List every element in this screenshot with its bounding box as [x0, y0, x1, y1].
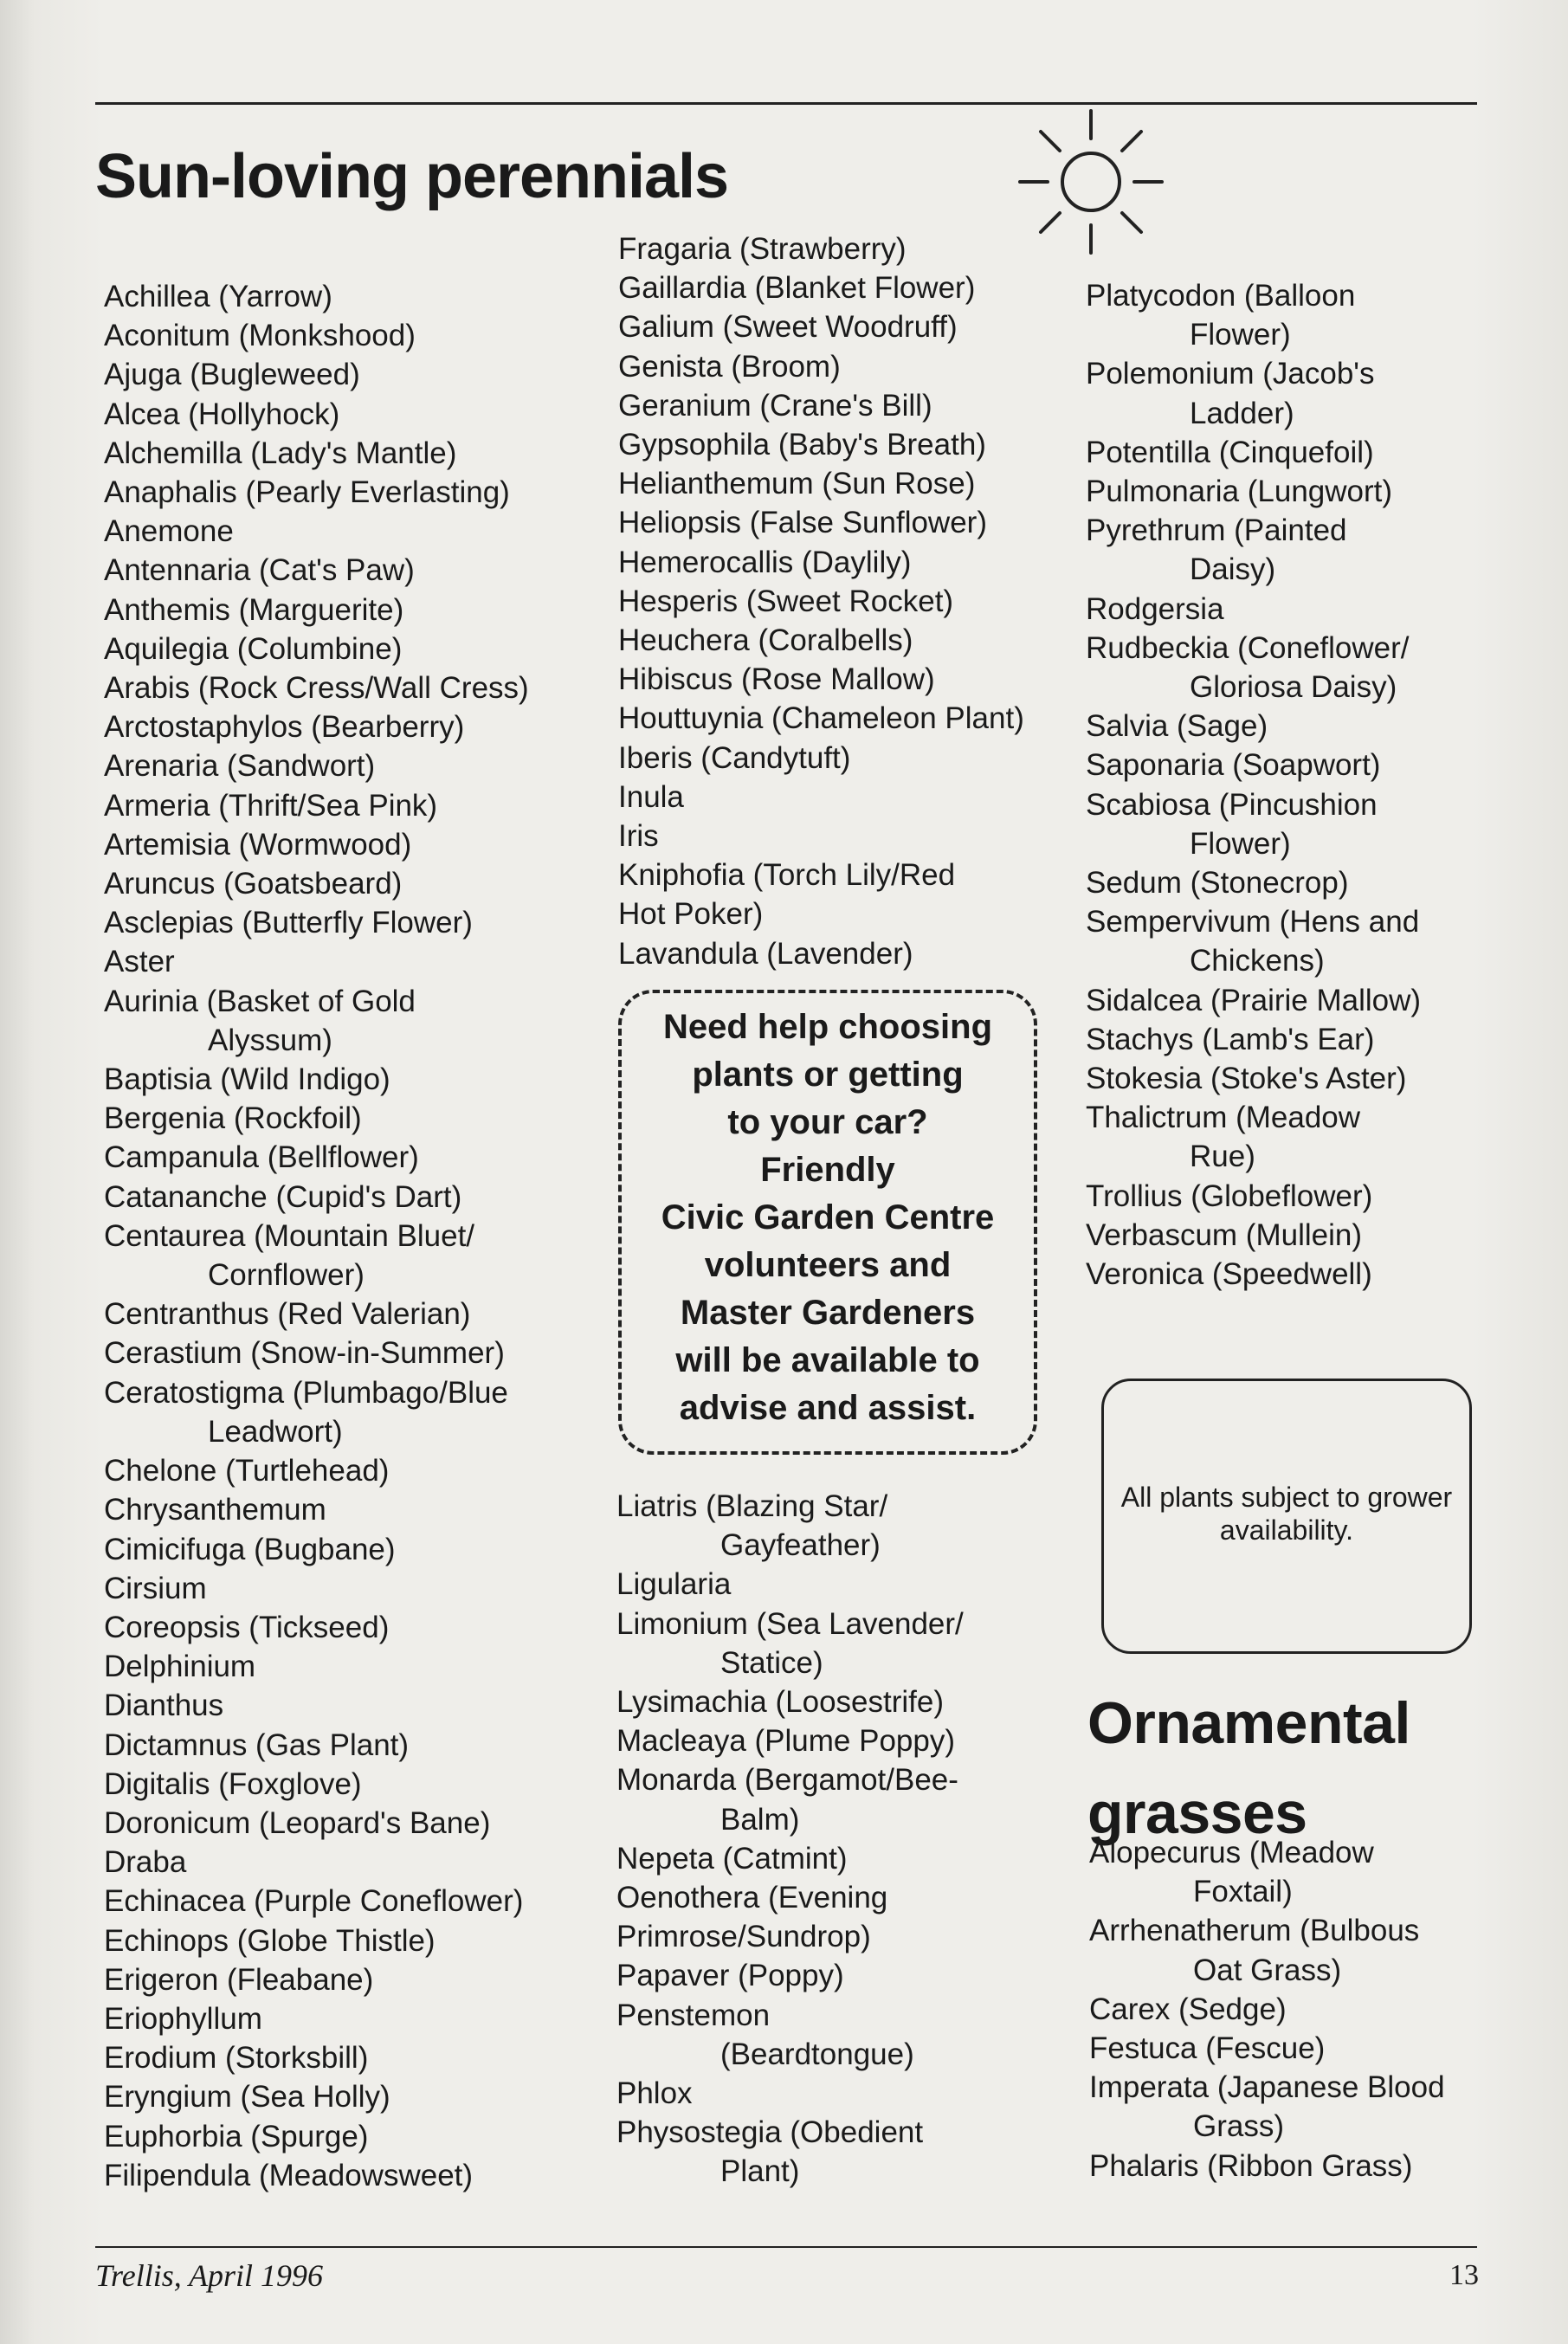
plant-list-item: Hemerocallis (Daylily)	[618, 545, 912, 579]
plant-list-item: Bergenia (Rockfoil)	[104, 1101, 362, 1136]
plant-list-item: Stokesia (Stoke's Aster)	[1086, 1062, 1407, 1096]
plant-list-item: Aruncus (Goatsbeard)	[104, 867, 403, 901]
plant-list-item: Saponaria (Soapwort)	[1086, 748, 1381, 783]
plant-name: Penstemon	[616, 1998, 771, 2032]
plant-name: Limonium (Sea Lavender/	[616, 1606, 964, 1641]
plant-name-continued: Flower)	[1190, 318, 1291, 352]
plant-list-item	[616, 1996, 964, 2074]
plant-list-item: Anthemis (Marguerite)	[104, 592, 404, 627]
plant-list-item: Achillea (Yarrow)	[104, 280, 332, 313]
grasses-list	[1089, 1833, 1445, 2186]
plant-list-item: Chelone (Turtlehead)	[104, 1454, 390, 1488]
plant-list-item: Sidalcea (Prairie Mallow)	[1086, 983, 1422, 1017]
plant-list-item: Carex (Sedge)	[1089, 1992, 1287, 2026]
plant-list-item: Papaver (Poppy)	[616, 1959, 844, 1993]
plant-name: Physostegia (Obedient	[616, 2115, 924, 2150]
plant-list-item: Anaphalis (Pearly Everlasting)	[104, 475, 510, 510]
availability-note: All plants subject to grower availability.	[1120, 1482, 1453, 1546]
plant-list-item: Iris	[618, 819, 659, 854]
plant-list-item: Arenaria (Sandwort)	[104, 749, 376, 784]
plant-list-item: Sedum (Stonecrop)	[1086, 866, 1349, 901]
plant-list-item: Gaillardia (Blanket Flower)	[618, 271, 976, 306]
plant-list-item	[1086, 902, 1421, 980]
plant-list-item: Centranthus (Red Valerian)	[104, 1297, 471, 1332]
plant-list-item	[1086, 785, 1421, 863]
plant-name: Polemonium (Jacob's	[1086, 357, 1375, 391]
plant-name: Ceratostigma (Plumbago/Blue	[104, 1375, 508, 1410]
plant-list-item: Antennaria (Cat's Paw)	[104, 553, 415, 588]
plant-name: Scabiosa (Pincushion	[1086, 787, 1378, 822]
plant-list-item: Iberis (Candytuft)	[618, 740, 851, 775]
plant-list-item: Draba	[104, 1845, 187, 1880]
perennials-list-column-2-top	[618, 229, 1024, 973]
plant-list-item: Aconitum (Monkshood)	[104, 319, 416, 353]
plant-list-item: Campanula (Bellflower)	[104, 1140, 419, 1175]
help-callout-box	[618, 990, 1037, 1455]
plant-list-item: Erigeron (Fleabane)	[104, 1962, 374, 1997]
callout-line: Civic Garden Centre	[661, 1198, 995, 1237]
plant-list-item: Heliopsis (False Sunflower)	[618, 506, 987, 540]
plant-list-item: Cimicifuga (Bugbane)	[104, 1532, 396, 1566]
grasses-heading-line-2: grasses	[1087, 1780, 1307, 1846]
plant-list-item: Nepeta (Catmint)	[616, 1841, 848, 1876]
plant-name-continued: Balm)	[720, 1802, 800, 1837]
plant-list-item: Phalaris (Ribbon Grass)	[1089, 2148, 1413, 2183]
plant-list-item: Coreopsis (Tickseed)	[104, 1610, 390, 1644]
plant-list-item: Geranium (Crane's Bill)	[618, 388, 932, 423]
plant-list-item	[1089, 1833, 1445, 1911]
plant-list-item: Digitalis (Foxglove)	[104, 1766, 362, 1801]
plant-list-item: Filipendula (Meadowsweet)	[104, 2158, 474, 2192]
grasses-heading	[1087, 1678, 1410, 1858]
plant-name-continued: Cornflower)	[208, 1258, 365, 1293]
top-rule	[95, 102, 1477, 105]
plant-name: Platycodon (Balloon	[1086, 279, 1356, 313]
plant-list-item: Catananche (Cupid's Dart)	[104, 1179, 462, 1214]
plant-list-item	[1086, 629, 1421, 707]
plant-name: Rudbeckia (Coneflower/	[1086, 630, 1410, 665]
plant-list-item: Verbascum (Mullein)	[1086, 1217, 1362, 1252]
plant-list-item: Lysimachia (Loosestrife)	[616, 1685, 945, 1720]
plant-list-item: Alcea (Hollyhock)	[104, 397, 340, 431]
plant-list-item	[616, 1605, 964, 1682]
plant-name-continued: Oat Grass)	[1193, 1953, 1342, 1987]
plant-list-item: Aquilegia (Columbine)	[104, 631, 403, 666]
callout-line: Friendly	[760, 1151, 895, 1189]
plant-list-item: Dictamnus (Gas Plant)	[104, 1727, 410, 1762]
plant-list-item: Chrysanthemum	[104, 1493, 326, 1527]
plant-list-item: Phlox	[616, 2076, 693, 2111]
plant-name-continued: Statice)	[720, 1645, 823, 1680]
plant-list-item: Aster	[104, 945, 175, 979]
plant-list-item: Hesperis (Sweet Rocket)	[618, 584, 954, 618]
plant-name: Centaurea (Mountain Bluet/	[104, 1218, 475, 1253]
plant-list-item: Rodgersia	[1086, 591, 1224, 626]
plant-list-item: Fragaria (Strawberry)	[618, 232, 907, 266]
callout-line: to your car?	[727, 1103, 928, 1141]
footer-publication: Trellis, April 1996	[95, 2258, 324, 2293]
grasses-heading-line-1: Ornamental	[1087, 1690, 1410, 1756]
plant-name-continued: Rue)	[1190, 1140, 1255, 1174]
plant-list-item	[1089, 1911, 1445, 1989]
plant-list-item: Alchemilla (Lady's Mantle)	[104, 436, 457, 470]
plant-list-item: Houttuynia (Chameleon Plant)	[618, 701, 1024, 736]
callout-line: Need help choosing	[662, 1008, 993, 1046]
plant-list-item: Galium (Sweet Woodruff)	[618, 310, 958, 345]
callout-line: volunteers and	[704, 1246, 952, 1284]
plant-name: Pyrethrum (Painted	[1086, 513, 1347, 548]
plant-name: Liatris (Blazing Star/	[616, 1489, 888, 1523]
plant-list-item: Salvia (Sage)	[1086, 709, 1268, 744]
plant-list-item: Baptisia (Wild Indigo)	[104, 1062, 390, 1097]
bottom-rule	[95, 2246, 1477, 2248]
plant-list-item	[1086, 276, 1421, 354]
plant-list-item: Echinacea (Purple Coneflower)	[104, 1884, 524, 1919]
plant-list-item: Festuca (Fescue)	[1089, 2031, 1326, 2066]
plant-list-item: Doronicum (Leopard's Bane)	[104, 1805, 491, 1840]
page-title: Sun-loving perennials	[95, 142, 729, 211]
plant-name: Alopecurus (Meadow	[1089, 1836, 1374, 1869]
plant-list-item: Stachys (Lamb's Ear)	[1086, 1022, 1375, 1056]
plant-name: Thalictrum (Meadow	[1086, 1101, 1361, 1135]
plant-list-item: Gypsophila (Baby's Breath)	[618, 428, 986, 462]
plant-list-item: Eryngium (Sea Holly)	[104, 2080, 390, 2115]
plant-name: Imperata (Japanese Blood	[1089, 2070, 1445, 2105]
callout-line: plants or getting	[692, 1056, 964, 1094]
plant-list-item: Eriophyllum	[104, 2001, 262, 2036]
callout-line: will be available to	[675, 1341, 980, 1379]
plant-list-item: Oenothera (Evening	[616, 1881, 888, 1915]
plant-list-item: Veronica (Speedwell)	[1086, 1257, 1372, 1292]
plant-list-item: Hibiscus (Rose Mallow)	[618, 662, 935, 697]
plant-name: Sempervivum (Hens and	[1086, 905, 1420, 940]
plant-name-continued: Chickens)	[1190, 944, 1325, 978]
plant-list-item: Kniphofia (Torch Lily/Red	[618, 858, 956, 893]
plant-list-item	[104, 1217, 529, 1295]
callout-line: advise and assist.	[679, 1389, 977, 1427]
plant-list-item: Cerastium (Snow-in-Summer)	[104, 1336, 505, 1371]
plant-list-item: Arctostaphylos (Bearberry)	[104, 710, 465, 745]
perennials-list-column-2-bottom	[616, 1487, 964, 2192]
plant-list-item: Pulmonaria (Lungwort)	[1086, 475, 1393, 509]
plant-name-continued: Ladder)	[1190, 396, 1294, 430]
footer-page-number: 13	[1449, 2259, 1479, 2291]
plant-list-item: Asclepias (Butterfly Flower)	[104, 906, 473, 940]
plant-list-item	[616, 1760, 964, 1838]
plant-name-continued: Grass)	[1193, 2109, 1284, 2144]
plant-list-item: Potentilla (Cinquefoil)	[1086, 435, 1374, 469]
plant-name-continued: Daisy)	[1190, 552, 1276, 587]
plant-list-item: Primrose/Sundrop)	[616, 1920, 871, 1954]
plant-list-item: Macleaya (Plume Poppy)	[616, 1724, 955, 1759]
plant-list-item	[616, 2113, 964, 2191]
plant-list-item	[104, 1373, 529, 1451]
plant-list-item: Trollius (Globeflower)	[1086, 1178, 1373, 1213]
plant-list-item: Echinops (Globe Thistle)	[104, 1923, 436, 1958]
plant-name-continued: Foxtail)	[1193, 1875, 1293, 1909]
plant-name: Monarda (Bergamot/Bee-	[616, 1763, 958, 1798]
plant-list-item: Inula	[618, 779, 684, 814]
plant-list-item: Euphorbia (Spurge)	[104, 2119, 369, 2154]
plant-name-continued: Flower)	[1190, 826, 1291, 861]
plant-list-item: Arabis (Rock Cress/Wall Cress)	[104, 671, 529, 706]
plant-name-continued: (Beardtongue)	[720, 2037, 914, 2071]
plant-list-item: Ligularia	[616, 1567, 732, 1602]
plant-list-item: Helianthemum (Sun Rose)	[618, 467, 976, 501]
plant-name-continued: Gayfeather)	[720, 1528, 881, 1563]
plant-name-continued: Leadwort)	[208, 1414, 343, 1449]
plant-list-item: Anemone	[104, 514, 234, 549]
plant-name: Aurinia (Basket of Gold	[104, 984, 416, 1018]
plant-list-item: Armeria (Thrift/Sea Pink)	[104, 788, 438, 823]
plant-name-continued: Gloriosa Daisy)	[1190, 670, 1397, 705]
plant-name-continued: Alyssum)	[208, 1023, 332, 1057]
callout-line: Master Gardeners	[680, 1294, 976, 1332]
sun-icon	[1013, 104, 1169, 260]
plant-list-item: Heuchera (Coralbells)	[618, 623, 913, 658]
plant-name: Arrhenatherum (Bulbous	[1089, 1914, 1420, 1948]
plant-list-item	[1086, 1098, 1421, 1176]
plant-list-item: Erodium (Storksbill)	[104, 2041, 369, 2076]
plant-list-item: Ajuga (Bugleweed)	[104, 358, 360, 392]
plant-list-item: Genista (Broom)	[618, 349, 841, 384]
plant-list-item: Dianthus	[104, 1689, 224, 1723]
plant-list-item: Lavandula (Lavender)	[618, 936, 913, 971]
plant-list-item	[1086, 511, 1421, 589]
plant-list-item	[616, 1487, 964, 1565]
plant-list-item: Cirsium	[104, 1571, 207, 1605]
plant-list-item	[104, 982, 529, 1060]
plant-list-item	[1089, 2068, 1445, 2146]
plant-list-item: Hot Poker)	[618, 897, 764, 932]
perennials-list-column-3	[1086, 276, 1421, 1294]
plant-name-continued: Plant)	[720, 2154, 800, 2189]
perennials-list-column-1	[104, 277, 529, 2195]
plant-list-item: Artemisia (Wormwood)	[104, 827, 412, 862]
availability-note-box	[1101, 1379, 1472, 1654]
plant-list-item	[1086, 354, 1421, 432]
plant-list-item: Delphinium	[104, 1650, 256, 1684]
